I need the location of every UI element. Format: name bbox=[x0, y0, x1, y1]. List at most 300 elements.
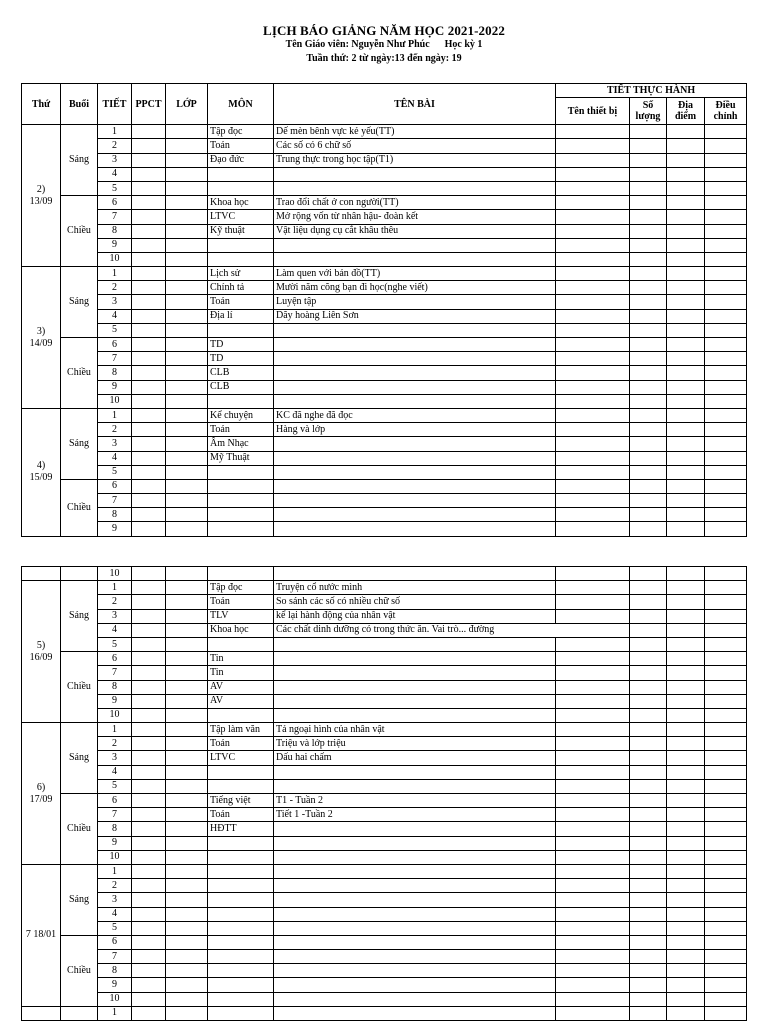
lesson-cell bbox=[274, 338, 556, 352]
dieu-chinh-cell bbox=[705, 935, 747, 949]
equipment-cell bbox=[556, 267, 630, 281]
week-line: Tuần thứ: 2 từ ngày:13 đến ngày: 19 bbox=[306, 53, 462, 64]
subject-cell: Khoa học bbox=[208, 196, 274, 210]
period-cell: 9 bbox=[98, 522, 132, 536]
col-header-dia-diem: Địa điểm bbox=[667, 98, 705, 125]
lesson-cell: Tiết 1 -Tuần 2 bbox=[274, 808, 556, 822]
subject-cell: Toán bbox=[208, 423, 274, 437]
equipment-cell bbox=[556, 751, 630, 765]
period-cell: 10 bbox=[98, 708, 132, 722]
period-cell: 2 bbox=[98, 139, 132, 153]
lesson-cell: Mười năm cõng bạn đi học(nghe viết) bbox=[274, 281, 556, 295]
ppct-cell bbox=[132, 309, 166, 323]
ppct-cell bbox=[132, 224, 166, 238]
period-cell: 7 bbox=[98, 666, 132, 680]
period-cell: 9 bbox=[98, 380, 132, 394]
so-luong-cell bbox=[630, 451, 667, 465]
lesson-cell: Trao đổi chất ở con người(TT) bbox=[274, 196, 556, 210]
class-cell bbox=[166, 408, 208, 422]
ppct-cell bbox=[132, 437, 166, 451]
session-cell: Sáng bbox=[61, 864, 98, 935]
table-row bbox=[22, 281, 747, 295]
dia-diem-cell bbox=[667, 210, 705, 224]
subject-cell bbox=[208, 252, 274, 266]
period-cell: 6 bbox=[98, 652, 132, 666]
session-cell: Sáng bbox=[61, 125, 98, 196]
equipment-cell bbox=[556, 125, 630, 139]
so-luong-cell bbox=[630, 252, 667, 266]
col-header-lop: LỚP bbox=[166, 84, 208, 125]
table-row bbox=[22, 352, 747, 366]
table-row bbox=[22, 609, 747, 623]
lesson-cell bbox=[274, 864, 556, 878]
subject-cell bbox=[208, 238, 274, 252]
dieu-chinh-cell bbox=[705, 921, 747, 935]
equipment-cell bbox=[556, 479, 630, 493]
subject-cell bbox=[208, 465, 274, 479]
ppct-cell bbox=[132, 879, 166, 893]
table-row bbox=[22, 394, 747, 408]
dia-diem-cell bbox=[667, 522, 705, 536]
dieu-chinh-cell bbox=[705, 879, 747, 893]
dia-diem-cell bbox=[667, 224, 705, 238]
so-luong-cell bbox=[630, 366, 667, 380]
table-row bbox=[22, 978, 747, 992]
dieu-chinh-cell bbox=[705, 723, 747, 737]
period-cell: 3 bbox=[98, 295, 132, 309]
period-cell: 4 bbox=[98, 623, 132, 637]
dia-diem-cell bbox=[667, 408, 705, 422]
equipment-cell bbox=[556, 779, 630, 793]
ppct-cell bbox=[132, 522, 166, 536]
day-cell: 5) 16/09 bbox=[22, 581, 61, 723]
period-cell: 1 bbox=[98, 581, 132, 595]
ppct-cell bbox=[132, 181, 166, 195]
class-cell bbox=[166, 978, 208, 992]
lesson-cell bbox=[274, 465, 556, 479]
subject-cell: Lịch sử bbox=[208, 267, 274, 281]
ppct-cell bbox=[132, 451, 166, 465]
dia-diem-cell bbox=[667, 893, 705, 907]
period-cell: 5 bbox=[98, 637, 132, 651]
so-luong-cell bbox=[630, 652, 667, 666]
ppct-cell bbox=[132, 281, 166, 295]
subject-cell: AV bbox=[208, 680, 274, 694]
lesson-cell bbox=[274, 779, 556, 793]
equipment-cell bbox=[556, 822, 630, 836]
period-cell: 8 bbox=[98, 964, 132, 978]
so-luong-cell bbox=[630, 836, 667, 850]
so-luong-cell bbox=[630, 907, 667, 921]
class-cell bbox=[166, 196, 208, 210]
equipment-cell bbox=[556, 964, 630, 978]
dieu-chinh-cell bbox=[705, 338, 747, 352]
equipment-cell bbox=[556, 181, 630, 195]
dieu-chinh-cell bbox=[705, 609, 747, 623]
equipment-cell bbox=[556, 423, 630, 437]
class-cell bbox=[166, 281, 208, 295]
ppct-cell bbox=[132, 723, 166, 737]
dia-diem-cell bbox=[667, 1006, 705, 1020]
table-row bbox=[22, 167, 747, 181]
class-cell bbox=[166, 694, 208, 708]
so-luong-cell bbox=[630, 964, 667, 978]
dieu-chinh-cell bbox=[705, 125, 747, 139]
class-cell bbox=[166, 893, 208, 907]
class-cell bbox=[166, 380, 208, 394]
dieu-chinh-cell bbox=[705, 352, 747, 366]
subject-cell bbox=[208, 765, 274, 779]
dieu-chinh-cell bbox=[705, 139, 747, 153]
dieu-chinh-cell bbox=[705, 323, 747, 337]
day-cell: 2) 13/09 bbox=[22, 125, 61, 267]
lesson-cell: Luyện tập bbox=[274, 295, 556, 309]
table-row bbox=[22, 252, 747, 266]
equipment-cell bbox=[556, 694, 630, 708]
lesson-cell bbox=[274, 850, 556, 864]
ppct-cell bbox=[132, 423, 166, 437]
dieu-chinh-cell bbox=[705, 694, 747, 708]
ppct-cell bbox=[132, 595, 166, 609]
class-cell bbox=[166, 836, 208, 850]
ppct-cell bbox=[132, 366, 166, 380]
day-cell: 3) 14/09 bbox=[22, 267, 61, 409]
dieu-chinh-cell bbox=[705, 666, 747, 680]
class-cell bbox=[166, 167, 208, 181]
session-cell bbox=[61, 567, 98, 581]
period-cell: 1 bbox=[98, 408, 132, 422]
subject-cell: Chính tả bbox=[208, 281, 274, 295]
ppct-cell bbox=[132, 666, 166, 680]
lesson-cell bbox=[274, 394, 556, 408]
ppct-cell bbox=[132, 964, 166, 978]
period-cell: 9 bbox=[98, 836, 132, 850]
ppct-cell bbox=[132, 794, 166, 808]
so-luong-cell bbox=[630, 935, 667, 949]
class-cell bbox=[166, 879, 208, 893]
equipment-cell bbox=[556, 808, 630, 822]
ppct-cell bbox=[132, 637, 166, 651]
dia-diem-cell bbox=[667, 437, 705, 451]
subject-cell: Kể chuyện bbox=[208, 408, 274, 422]
subject-cell: Toán bbox=[208, 808, 274, 822]
equipment-cell bbox=[556, 708, 630, 722]
subject-cell bbox=[208, 893, 274, 907]
equipment-cell bbox=[556, 595, 630, 609]
subject-cell bbox=[208, 907, 274, 921]
session-cell: Chiều bbox=[61, 479, 98, 536]
dia-diem-cell bbox=[667, 992, 705, 1006]
period-cell: 7 bbox=[98, 808, 132, 822]
period-cell: 5 bbox=[98, 779, 132, 793]
dia-diem-cell bbox=[667, 964, 705, 978]
table-row bbox=[22, 680, 747, 694]
so-luong-cell bbox=[630, 437, 667, 451]
so-luong-cell bbox=[630, 794, 667, 808]
period-cell: 3 bbox=[98, 437, 132, 451]
lesson-cell: Hàng và lớp bbox=[274, 423, 556, 437]
dieu-chinh-cell bbox=[705, 779, 747, 793]
so-luong-cell bbox=[630, 666, 667, 680]
dieu-chinh-cell bbox=[705, 850, 747, 864]
lesson-cell bbox=[274, 167, 556, 181]
lesson-cell bbox=[274, 567, 556, 581]
table-row bbox=[22, 765, 747, 779]
so-luong-cell bbox=[630, 581, 667, 595]
so-luong-cell bbox=[630, 352, 667, 366]
lesson-cell bbox=[274, 893, 556, 907]
lesson-cell: T1 - Tuần 2 bbox=[274, 794, 556, 808]
dieu-chinh-cell bbox=[705, 836, 747, 850]
dia-diem-cell bbox=[667, 252, 705, 266]
dia-diem-cell bbox=[667, 595, 705, 609]
dia-diem-cell bbox=[667, 850, 705, 864]
lesson-cell bbox=[274, 652, 556, 666]
ppct-cell bbox=[132, 623, 166, 637]
ppct-cell bbox=[132, 238, 166, 252]
lesson-cell: Truyện cổ nước mình bbox=[274, 581, 556, 595]
ppct-cell bbox=[132, 893, 166, 907]
lesson-cell bbox=[274, 508, 556, 522]
ppct-cell bbox=[132, 567, 166, 581]
class-cell bbox=[166, 822, 208, 836]
subject-cell bbox=[208, 708, 274, 722]
dieu-chinh-cell bbox=[705, 708, 747, 722]
table-row bbox=[22, 850, 747, 864]
class-cell bbox=[166, 139, 208, 153]
equipment-cell bbox=[556, 737, 630, 751]
dieu-chinh-cell bbox=[705, 567, 747, 581]
dia-diem-cell bbox=[667, 935, 705, 949]
dieu-chinh-cell bbox=[705, 181, 747, 195]
so-luong-cell bbox=[630, 196, 667, 210]
subject-cell: TLV bbox=[208, 609, 274, 623]
dieu-chinh-cell bbox=[705, 394, 747, 408]
period-cell: 9 bbox=[98, 238, 132, 252]
equipment-cell bbox=[556, 295, 630, 309]
ppct-cell bbox=[132, 808, 166, 822]
lesson-cell bbox=[274, 637, 556, 651]
session-cell: Chiều bbox=[61, 652, 98, 723]
dia-diem-cell bbox=[667, 181, 705, 195]
so-luong-cell bbox=[630, 850, 667, 864]
day-cell: 6) 17/09 bbox=[22, 723, 61, 865]
lesson-cell: Các số có 6 chữ số bbox=[274, 139, 556, 153]
equipment-cell bbox=[556, 465, 630, 479]
dieu-chinh-cell bbox=[705, 167, 747, 181]
class-cell bbox=[166, 394, 208, 408]
table-row bbox=[22, 338, 747, 352]
col-header-buoi: Buổi bbox=[61, 84, 98, 125]
dieu-chinh-cell bbox=[705, 964, 747, 978]
dieu-chinh-cell bbox=[705, 864, 747, 878]
ppct-cell bbox=[132, 465, 166, 479]
col-header-mon: MÔN bbox=[208, 84, 274, 125]
class-cell bbox=[166, 295, 208, 309]
subject-cell bbox=[208, 181, 274, 195]
dia-diem-cell bbox=[667, 623, 705, 637]
ppct-cell bbox=[132, 295, 166, 309]
subject-cell bbox=[208, 323, 274, 337]
lesson-cell bbox=[274, 935, 556, 949]
dieu-chinh-cell bbox=[705, 637, 747, 651]
dieu-chinh-cell bbox=[705, 737, 747, 751]
dia-diem-cell bbox=[667, 494, 705, 508]
period-cell: 4 bbox=[98, 167, 132, 181]
dieu-chinh-cell bbox=[705, 595, 747, 609]
ppct-cell bbox=[132, 850, 166, 864]
dia-diem-cell bbox=[667, 423, 705, 437]
period-cell: 5 bbox=[98, 921, 132, 935]
table-row bbox=[22, 822, 747, 836]
dia-diem-cell bbox=[667, 680, 705, 694]
dieu-chinh-cell bbox=[705, 366, 747, 380]
lesson-cell: Trung thực trong học tập(T1) bbox=[274, 153, 556, 167]
equipment-cell bbox=[556, 1006, 630, 1020]
so-luong-cell bbox=[630, 267, 667, 281]
subject-cell: Tập đọc bbox=[208, 125, 274, 139]
period-cell: 10 bbox=[98, 394, 132, 408]
period-cell: 8 bbox=[98, 680, 132, 694]
so-luong-cell bbox=[630, 125, 667, 139]
table-row bbox=[22, 125, 747, 139]
period-cell: 6 bbox=[98, 794, 132, 808]
period-cell: 5 bbox=[98, 181, 132, 195]
subject-cell bbox=[208, 567, 274, 581]
table-row bbox=[22, 794, 747, 808]
dia-diem-cell bbox=[667, 779, 705, 793]
period-cell: 8 bbox=[98, 822, 132, 836]
dieu-chinh-cell bbox=[705, 309, 747, 323]
dia-diem-cell bbox=[667, 808, 705, 822]
class-cell bbox=[166, 850, 208, 864]
ppct-cell bbox=[132, 864, 166, 878]
subject-cell: LTVC bbox=[208, 751, 274, 765]
dia-diem-cell bbox=[667, 708, 705, 722]
subject-cell bbox=[208, 779, 274, 793]
lesson-cell bbox=[274, 437, 556, 451]
dieu-chinh-cell bbox=[705, 893, 747, 907]
equipment-cell bbox=[556, 508, 630, 522]
period-cell: 7 bbox=[98, 352, 132, 366]
so-luong-cell bbox=[630, 281, 667, 295]
table-row bbox=[22, 437, 747, 451]
equipment-cell bbox=[556, 581, 630, 595]
subject-cell: Tin bbox=[208, 652, 274, 666]
class-cell bbox=[166, 737, 208, 751]
period-cell: 7 bbox=[98, 494, 132, 508]
equipment-cell bbox=[556, 723, 630, 737]
equipment-cell bbox=[556, 850, 630, 864]
col-header-ppct: PPCT bbox=[132, 84, 166, 125]
table-row bbox=[22, 181, 747, 195]
dia-diem-cell bbox=[667, 508, 705, 522]
dia-diem-cell bbox=[667, 694, 705, 708]
equipment-cell bbox=[556, 196, 630, 210]
subject-cell: Âm Nhạc bbox=[208, 437, 274, 451]
ppct-cell bbox=[132, 1006, 166, 1020]
lesson-cell: KC đã nghe đã đọc bbox=[274, 408, 556, 422]
table-row bbox=[22, 992, 747, 1006]
so-luong-cell bbox=[630, 879, 667, 893]
so-luong-cell bbox=[630, 822, 667, 836]
period-cell: 9 bbox=[98, 694, 132, 708]
period-cell: 3 bbox=[98, 153, 132, 167]
table-row bbox=[22, 479, 747, 493]
subject-cell bbox=[208, 508, 274, 522]
dieu-chinh-cell bbox=[705, 451, 747, 465]
subject-cell: TD bbox=[208, 352, 274, 366]
lesson-cell: Dế mèn bênh vực kẻ yếu(TT) bbox=[274, 125, 556, 139]
table-row bbox=[22, 309, 747, 323]
equipment-cell bbox=[556, 992, 630, 1006]
lesson-cell bbox=[274, 366, 556, 380]
subject-cell: Kỹ thuật bbox=[208, 224, 274, 238]
lesson-cell bbox=[274, 978, 556, 992]
dieu-chinh-cell bbox=[705, 652, 747, 666]
ppct-cell bbox=[132, 479, 166, 493]
table-row bbox=[22, 196, 747, 210]
so-luong-cell bbox=[630, 508, 667, 522]
dia-diem-cell bbox=[667, 238, 705, 252]
dia-diem-cell bbox=[667, 723, 705, 737]
class-cell bbox=[166, 479, 208, 493]
lesson-cell bbox=[274, 694, 556, 708]
period-cell: 2 bbox=[98, 737, 132, 751]
dieu-chinh-cell bbox=[705, 992, 747, 1006]
subject-cell: LTVC bbox=[208, 210, 274, 224]
ppct-cell bbox=[132, 907, 166, 921]
class-cell bbox=[166, 1006, 208, 1020]
table-row bbox=[22, 581, 747, 595]
subject-cell bbox=[208, 964, 274, 978]
class-cell bbox=[166, 637, 208, 651]
dia-diem-cell bbox=[667, 581, 705, 595]
class-cell bbox=[166, 224, 208, 238]
class-cell bbox=[166, 950, 208, 964]
dia-diem-cell bbox=[667, 765, 705, 779]
dia-diem-cell bbox=[667, 879, 705, 893]
class-cell bbox=[166, 352, 208, 366]
dia-diem-cell bbox=[667, 281, 705, 295]
lesson-cell bbox=[274, 252, 556, 266]
equipment-cell bbox=[556, 224, 630, 238]
period-cell: 2 bbox=[98, 595, 132, 609]
lesson-cell bbox=[274, 181, 556, 195]
equipment-cell bbox=[556, 921, 630, 935]
col-header-thuc-hanh: TIẾT THỰC HÀNH bbox=[556, 84, 747, 98]
period-cell: 1 bbox=[98, 267, 132, 281]
period-cell: 3 bbox=[98, 609, 132, 623]
equipment-cell bbox=[556, 609, 630, 623]
dia-diem-cell bbox=[667, 352, 705, 366]
so-luong-cell bbox=[630, 153, 667, 167]
dia-diem-cell bbox=[667, 167, 705, 181]
lesson-cell bbox=[274, 921, 556, 935]
dieu-chinh-cell bbox=[705, 522, 747, 536]
so-luong-cell bbox=[630, 680, 667, 694]
dia-diem-cell bbox=[667, 153, 705, 167]
subject-cell: TD bbox=[208, 338, 274, 352]
class-cell bbox=[166, 808, 208, 822]
period-cell: 5 bbox=[98, 465, 132, 479]
dia-diem-cell bbox=[667, 637, 705, 651]
dieu-chinh-cell bbox=[705, 794, 747, 808]
so-luong-cell bbox=[630, 139, 667, 153]
period-cell: 5 bbox=[98, 323, 132, 337]
so-luong-cell bbox=[630, 522, 667, 536]
period-cell: 6 bbox=[98, 338, 132, 352]
